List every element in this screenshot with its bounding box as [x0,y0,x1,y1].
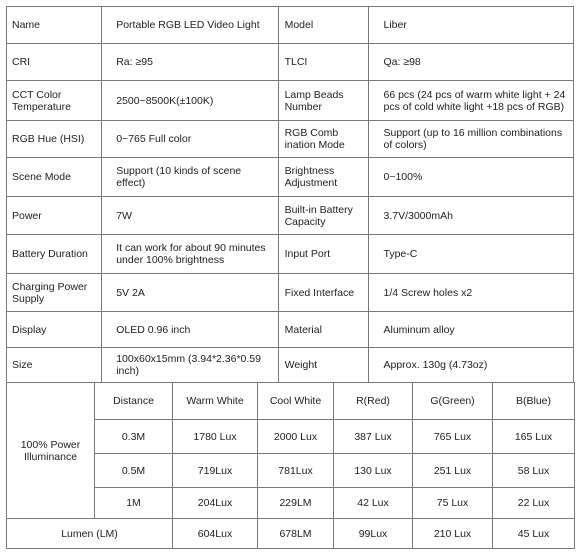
spec-value: OLED 0.96 inch [102,312,278,348]
column-header: G(Green) [413,383,493,420]
spec-row [7,7,574,44]
column-header: B(Blue) [493,383,575,420]
spec-value: 5V 2A [102,274,278,312]
spec-value: Support (10 kinds of scene effect) [102,158,278,197]
spec-row [7,312,574,348]
spec-value: 1/4 Screw holes x2 [369,274,574,312]
spec-key: Lamp Beads Number [278,81,369,121]
spec-value: Qa: ≥98 [369,44,574,81]
spec-row [7,197,574,235]
spec-key: TLCI [278,44,369,81]
spec-row [7,81,574,121]
spec-key: CCT Color Temperature [7,81,102,121]
spec-value: 2500~8500K(±100K) [102,81,278,121]
spec-row [7,348,574,383]
spec-key: Battery Duration [7,235,102,274]
table-cell: 229LM [258,488,334,519]
spec-value: 0~100% [369,158,574,197]
table-cell: 1780 Lux [173,420,258,454]
spec-key: RGB Hue (HSI) [7,121,102,158]
table-cell: 75 Lux [413,488,493,519]
spec-key: Name [7,7,102,44]
column-header: R(Red) [334,383,413,420]
spec-key: Weight [278,348,369,383]
spec-value: Liber [369,7,574,44]
spec-key: Built-in Battery Capacity [278,197,369,235]
table-cell: 2000 Lux [258,420,334,454]
spec-row [7,121,574,158]
spec-row [7,158,574,197]
spec-value: 66 pcs (24 pcs of warm white light + 24 pcs of cold white light +18 pcs of RGB) [369,81,574,121]
spec-key: Scene Mode [7,158,102,197]
spec-value: 0~765 Full color [102,121,278,158]
table-cell: 165 Lux [493,420,575,454]
table-cell: 387 Lux [334,420,413,454]
spec-value: Portable RGB LED Video Light [102,7,278,44]
column-header: Warm White [173,383,258,420]
spec-key: Input Port [278,235,369,274]
table-cell: 765 Lux [413,420,493,454]
spec-value: Aluminum alloy [369,312,574,348]
spec-value: Approx. 130g (4.73oz) [369,348,574,383]
spec-value: 7W [102,197,278,235]
spec-sheet [6,6,574,549]
table-cell: 99Lux [334,519,413,549]
table-cell: 210 Lux [413,519,493,549]
table-cell: 42 Lux [334,488,413,519]
table-cell: 204Lux [173,488,258,519]
spec-key: Power [7,197,102,235]
table-cell: 781Lux [258,454,334,488]
spec-key: Model [278,7,369,44]
illuminance-header-row [7,383,575,420]
lumen-label: Lumen (LM) [7,519,173,549]
table-cell: 22 Lux [493,488,575,519]
table-cell: 45 Lux [493,519,575,549]
spec-key: Charging Power Supply [7,274,102,312]
spec-value: Ra: ≥95 [102,44,278,81]
table-cell: 719Lux [173,454,258,488]
spec-key: Size [7,348,102,383]
table-cell: 251 Lux [413,454,493,488]
spec-row [7,274,574,312]
spec-value: Type-C [369,235,574,274]
illuminance-label: 100% Power Illuminance [7,383,95,519]
lumen-row [7,519,575,549]
spec-table [6,6,574,383]
spec-value: 3.7V/3000mAh [369,197,574,235]
table-cell: 604Lux [173,519,258,549]
spec-key: RGB Comb ination Mode [278,121,369,158]
spec-key: CRI [7,44,102,81]
table-cell: 678LM [258,519,334,549]
table-cell: 0.3M [95,420,173,454]
column-header: Distance [95,383,173,420]
spec-value: 100x60x15mm (3.94*2.36*0.59 inch) [102,348,278,383]
spec-value: Support (up to 16 million combinations of colors) [369,121,574,158]
spec-row [7,235,574,274]
spec-key: Material [278,312,369,348]
column-header: Cool White [258,383,334,420]
illuminance-table [6,382,575,549]
table-cell: 130 Lux [334,454,413,488]
table-cell: 0.5M [95,454,173,488]
spec-row [7,44,574,81]
spec-value: It can work for about 90 minutes under 100% brightness [102,235,278,274]
table-cell: 1M [95,488,173,519]
spec-key: Brightness Adjustment [278,158,369,197]
spec-key: Display [7,312,102,348]
spec-key: Fixed Interface [278,274,369,312]
table-cell: 58 Lux [493,454,575,488]
